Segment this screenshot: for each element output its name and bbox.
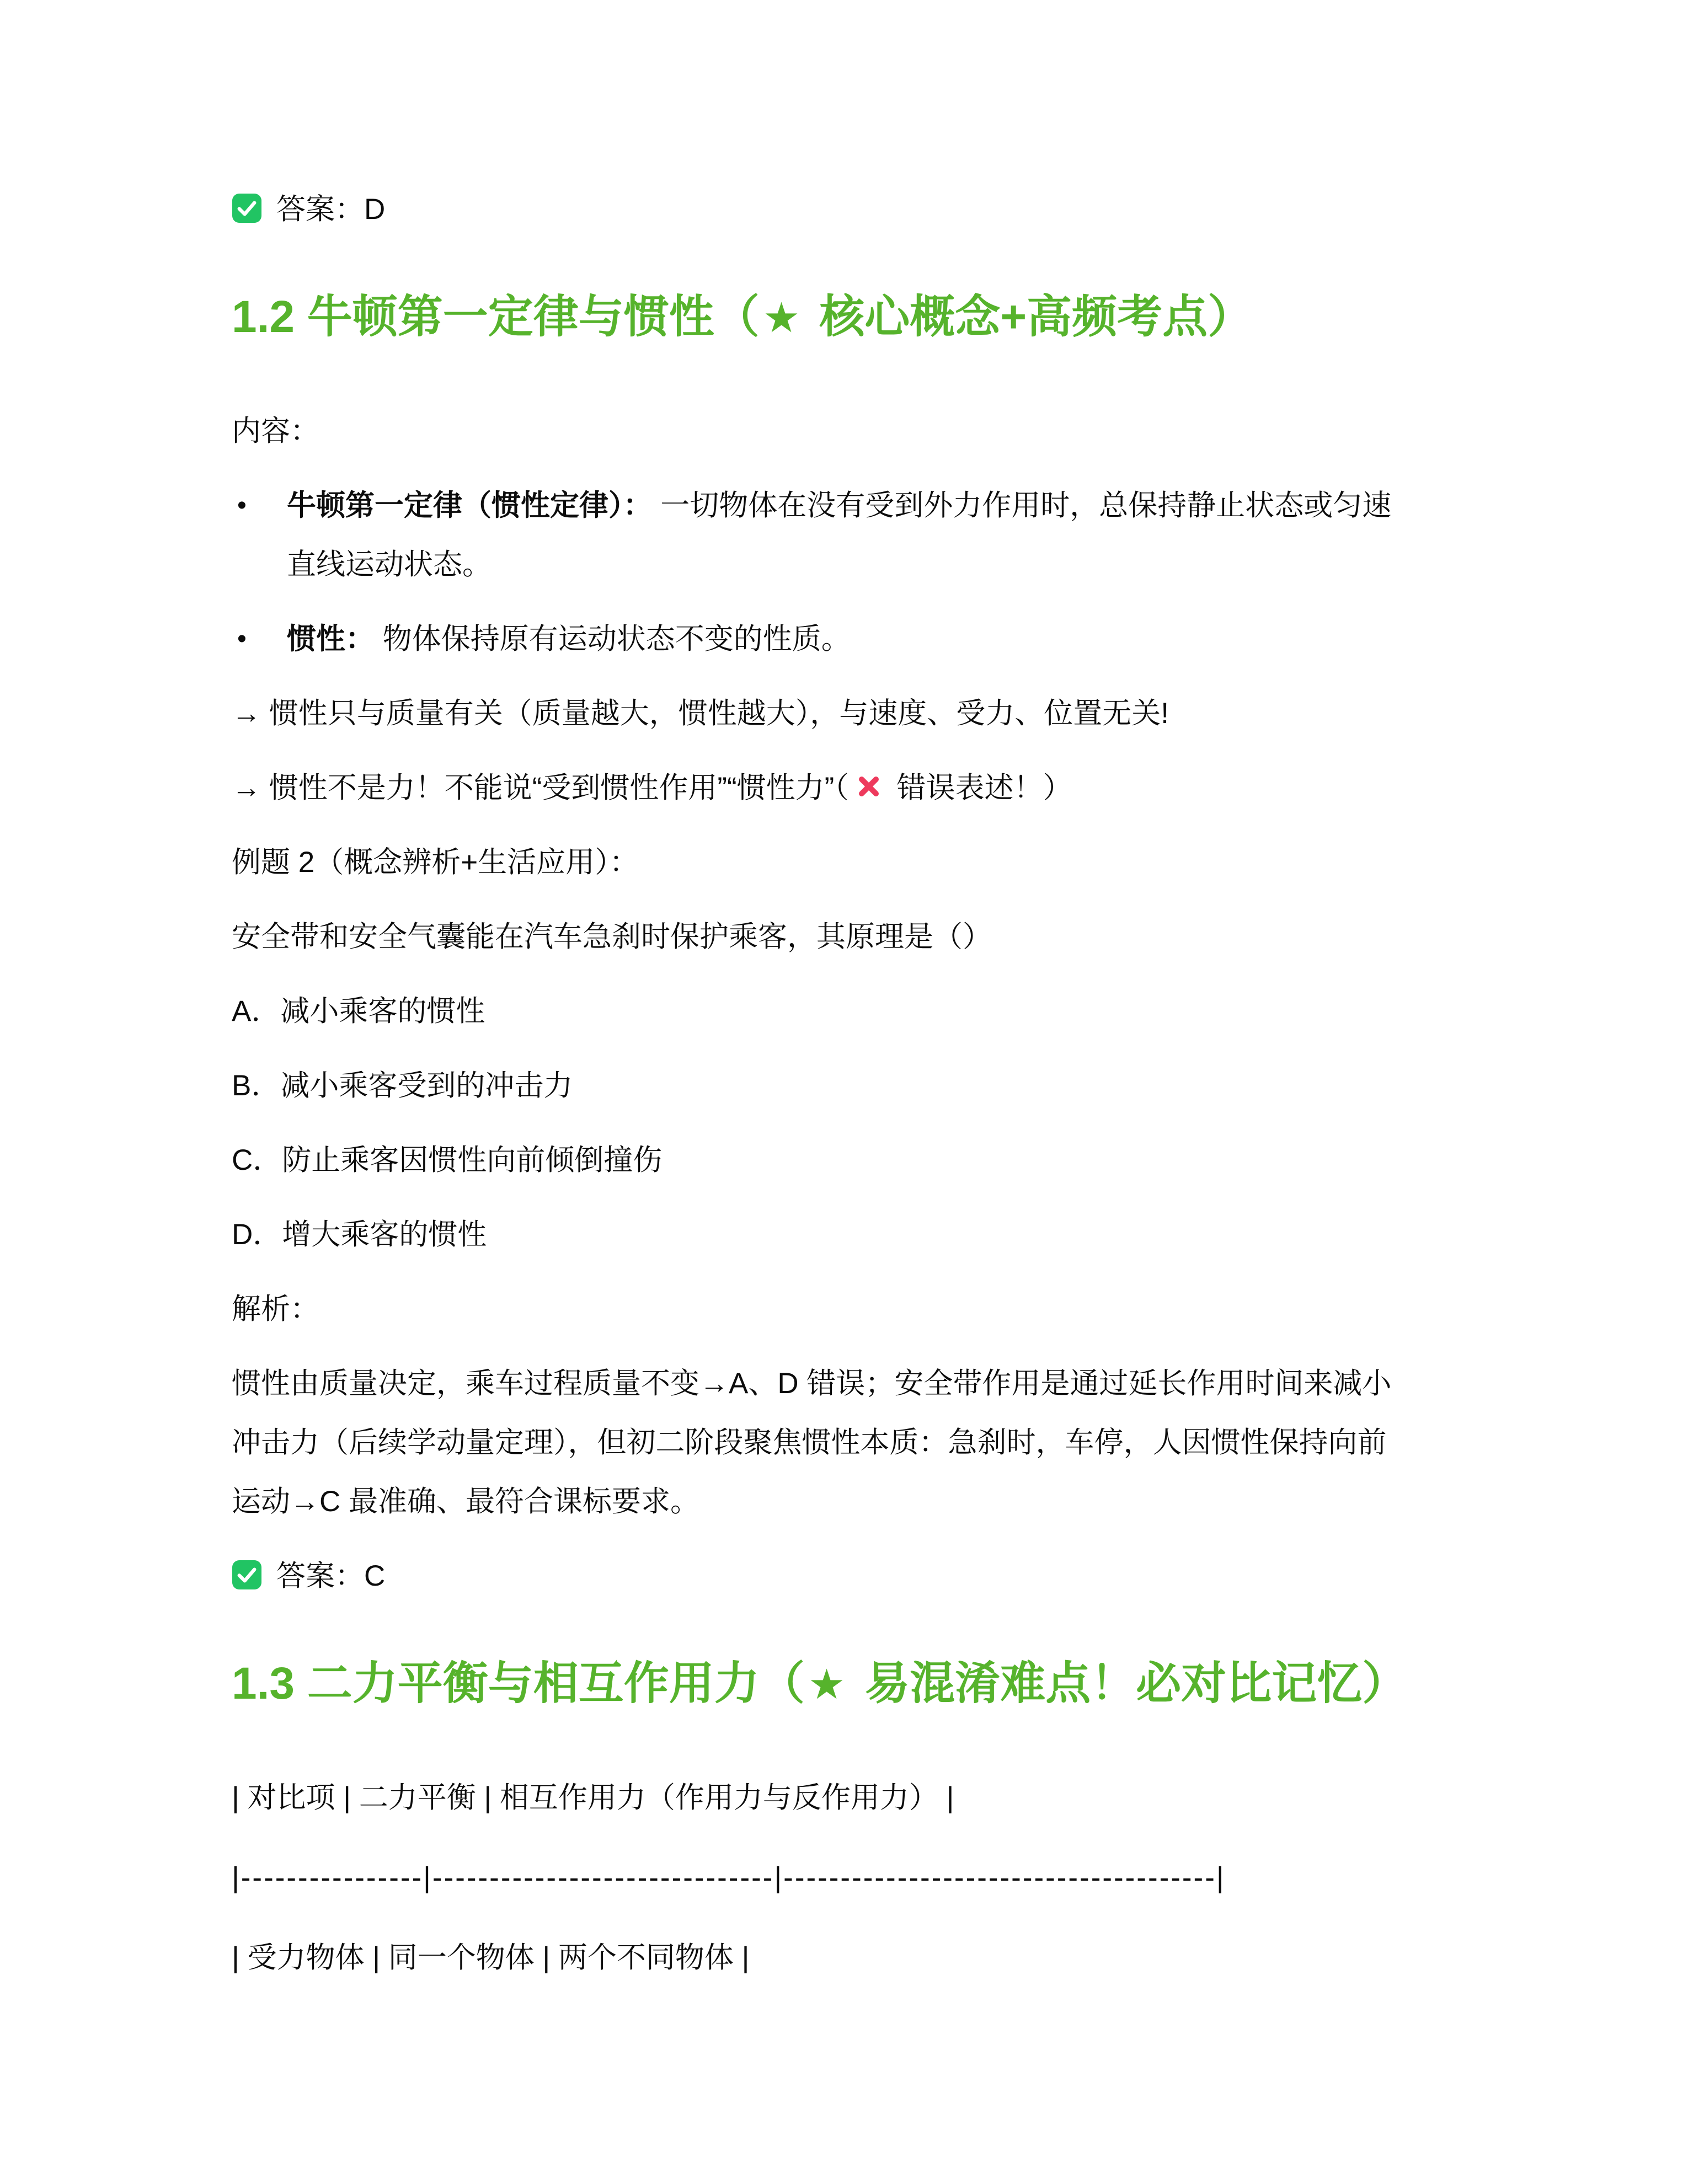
heading-text-post: 易混淆难点！必对比记忆）: [852, 1658, 1408, 1709]
table-data-row: | 受力物体 | 同一个物体 | 两个不同物体 |: [232, 1941, 750, 1974]
table-separator-row: |----------------|------------------------------|--------------------------------------|: [232, 1861, 1226, 1894]
star-icon: ★: [808, 1661, 846, 1707]
answer-line-d: [232, 180, 1467, 239]
star-icon: ★: [762, 295, 800, 341]
term-label: 牛顿第一定律（惯性定律）：: [287, 489, 653, 522]
term-label: 惯性：: [287, 623, 375, 655]
check-icon: [232, 1560, 262, 1590]
option-a: A．减小乘客的惯性: [232, 995, 485, 1027]
heading-text-pre: 1.3 二力平衡与相互作用力（: [232, 1658, 805, 1709]
check-icon: [232, 193, 262, 223]
note-inertia-mass: → 惯性只与质量有关（质量越大，惯性越大），与速度、受力、位置无关!: [232, 697, 1169, 730]
cross-icon: [854, 772, 883, 801]
term-definition: 一切物体在没有受到外力作用时，总保持静止状态或匀速: [652, 489, 1392, 522]
list-item-newton-first-law: [232, 476, 1467, 594]
list-item-text: [287, 609, 1467, 668]
analysis-line: 惯性由质量决定，乘车过程质量不变→A、D 错误；安全带作用是通过延长作用时间来减小: [232, 1367, 1392, 1400]
list-item-line: 直线运动状态。: [287, 548, 492, 581]
note-text-post: 错误表述！）: [888, 772, 1072, 804]
list-item-line: [287, 609, 1467, 668]
document-page: [232, 180, 1467, 1987]
analysis-line: 运动→C 最准确、最符合课标要求。: [232, 1485, 699, 1518]
section-heading-1-2: [232, 286, 1467, 349]
list-item-text: [287, 476, 1467, 594]
option-c: C．防止乘客因惯性向前倾倒撞伤: [232, 1144, 663, 1176]
term-definition: 物体保持原有运动状态不变的性质。: [375, 623, 851, 655]
heading-text-post: 核心概念+高频考点）: [806, 292, 1253, 342]
answer-line-c: [232, 1546, 1467, 1605]
bullet-icon: •: [237, 624, 247, 654]
analysis-label: 解析：: [232, 1293, 319, 1325]
list-item-inertia: [232, 609, 1467, 668]
analysis-paragraph: [232, 1354, 1467, 1531]
note-text-pre: → 惯性不是力！不能说“受到惯性作用”“惯性力”（: [232, 772, 849, 804]
answer-text: 答案：D: [276, 193, 386, 226]
analysis-line: 冲击力（后续学动量定理），但初二阶段聚焦惯性本质：急刹时，车停，人因惯性保持向前: [232, 1426, 1387, 1459]
bullet-icon: •: [237, 491, 247, 520]
heading-text-pre: 1.2 牛顿第一定律与惯性（: [232, 292, 760, 342]
example-title: 例题 2（概念辨析+生活应用）：: [232, 846, 639, 879]
content-label: 内容：: [232, 415, 319, 447]
table-header-row: | 对比项 | 二力平衡 | 相互作用力（作用力与反作用力） |: [232, 1781, 954, 1814]
list-item-line: [287, 476, 1467, 535]
note-inertia-not-force: [232, 758, 1467, 817]
example-question: 安全带和安全气囊能在汽车急刹时保护乘客，其原理是（）: [232, 920, 992, 953]
option-d: D．增大乘客的惯性: [232, 1218, 487, 1251]
answer-text: 答案：C: [276, 1560, 386, 1592]
option-b: B．减小乘客受到的冲击力: [232, 1069, 573, 1102]
section-heading-1-3: [232, 1653, 1467, 1715]
